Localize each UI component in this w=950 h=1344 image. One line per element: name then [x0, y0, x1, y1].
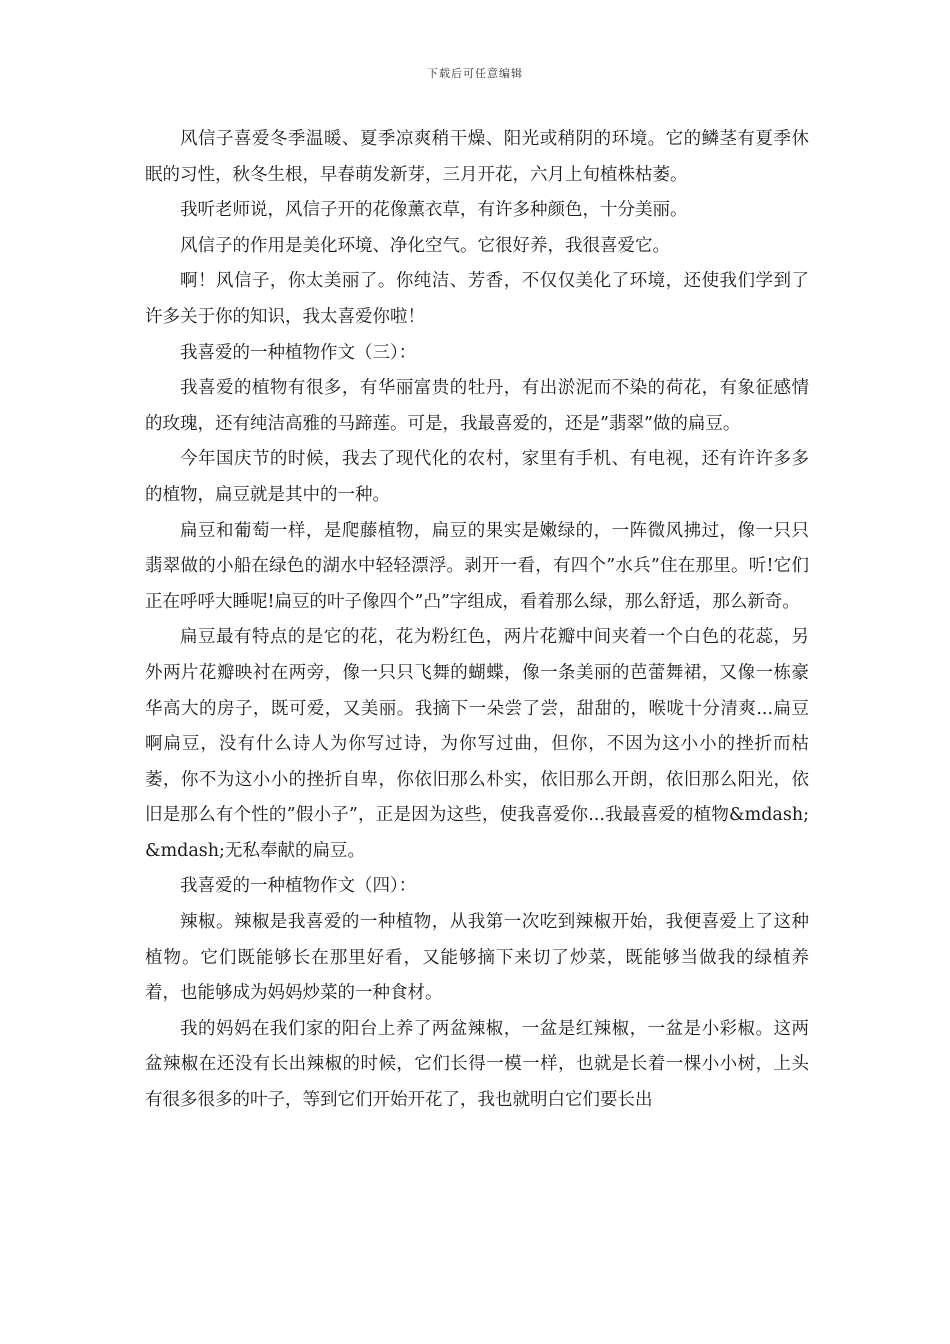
paragraph-pepper-balcony: 我的妈妈在我们家的阳台上养了两盆辣椒，一盆是红辣椒，一盆是小彩椒。这两盆辣椒在还没有长出辣椒的时候，它们长得一模一样，也就是长着一棵小小树，上头有很多很多的叶子，等到它们开始开花了，我也就明白它们要长出	[145, 1018, 809, 1111]
paragraph-hyacinth-praise: 啊！风信子，你太美丽了。你纯洁、芳香，不仅仅美化了环境，还使我们学到了许多关于你的知识，我太喜爱你啦！	[145, 271, 809, 327]
paragraph-bean-countryside: 今年国庆节的时候，我去了现代化的农村，家里有手机、有电视，还有许许多多的植物，扁豆就是其中的一种。	[145, 449, 809, 505]
essay-heading-four: 我喜爱的一种植物作文（四）：	[180, 876, 417, 897]
paragraph-pepper-intro: 辣椒。辣椒是我喜爱的一种植物，从我第一次吃到辣椒开始，我便喜爱上了这种植物。它们既能够长在那里好看，又能够摘下来切了炒菜，既能够当做我的绿植养着，也能够成为妈妈炒菜的一种食材。	[145, 912, 809, 1004]
document-body	[145, 122, 809, 1119]
paragraph-hyacinth-uses: 风信子的作用是美化环境、净化空气。它很好养，我很喜爱它。	[180, 235, 670, 256]
paragraph-hyacinth-teacher: 我听老师说，风信子开的花像薰衣草，有许多种颜色，十分美丽。	[180, 200, 688, 221]
paragraph-bean-vine: 扁豆和葡萄一样，是爬藤植物，扁豆的果实是嫩绿的，一阵微风拂过，像一只只翡翠做的小船在绿色的湖水中轻轻漂浮。剥开一看，有四个”水兵”住在那里。听!它们正在呼呼大睡呢!扁豆的叶子像四个”凸”字组成，看着那么绿，那么舒适，那么新奇。	[145, 520, 809, 612]
paragraph-bean-flower: 扁豆最有特点的是它的花，花为粉红色，两片花瓣中间夹着一个白色的花蕊，另外两片花瓣映衬在两旁，像一只只飞舞的蝴蝶，像一条美丽的芭蕾舞裙，又像一栋豪华高大的房子，既可爱，又美丽。我摘下一朵尝了尝，甜甜的，喉咙十分清爽...扁豆啊扁豆，没有什么诗人为你写过诗，为你写过曲，但你，不因为这小小的挫折而枯萎，你不为这小小的挫折自卑，你依旧那么朴实，依旧那么开朗，依旧那么阳光，依旧是那么有个性的”假小子”，正是因为这些，使我喜爱你...我最喜爱的植物&mdash;&mdash;无私奉献的扁豆。	[145, 627, 809, 861]
page-header: 下载后可任意编辑	[427, 67, 523, 80]
essay-heading-three: 我喜爱的一种植物作文（三）：	[180, 342, 417, 363]
paragraph-hyacinth-habits: 风信子喜爱冬季温暖、夏季凉爽稍干燥、阳光或稍阴的环境。它的鳞茎有夏季休眠的习性，秋冬生根，早春萌发新芽，三月开花，六月上旬植株枯萎。	[145, 129, 809, 185]
paragraph-bean-intro: 我喜爱的植物有很多，有华丽富贵的牡丹，有出淤泥而不染的荷花，有象征感情的玫瑰，还有纯洁高雅的马蹄莲。可是，我最喜爱的，还是”翡翠”做的扁豆。	[145, 378, 809, 434]
